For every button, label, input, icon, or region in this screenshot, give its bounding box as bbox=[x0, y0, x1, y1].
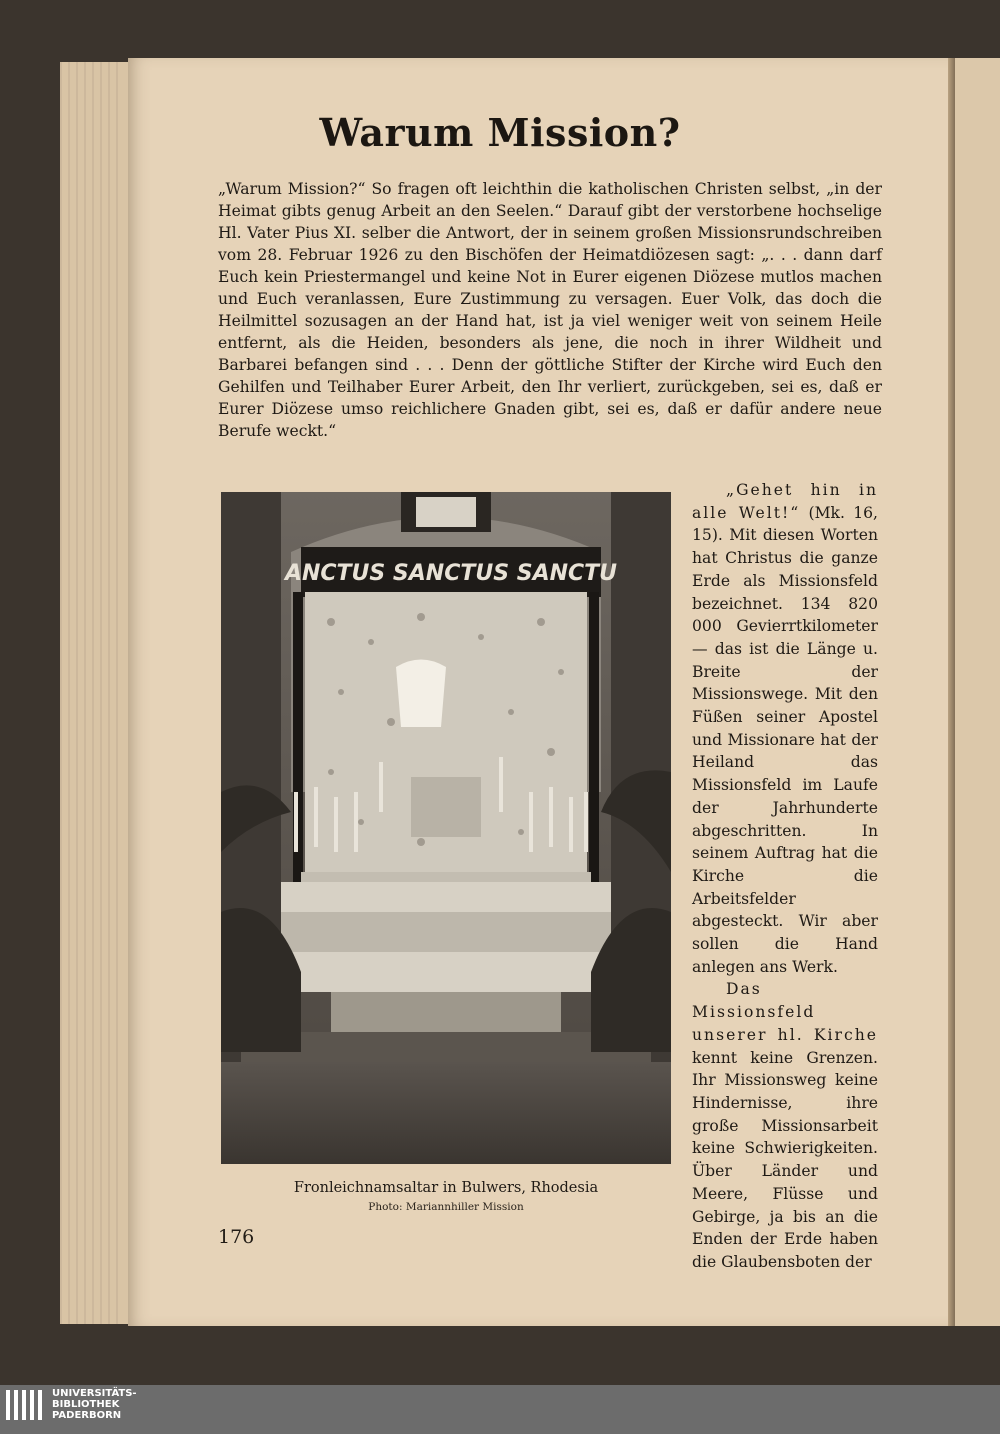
photo-banner-text: ANCTUS SANCTUS SANCTU bbox=[284, 561, 618, 586]
side-paragraph-1 bbox=[692, 479, 878, 978]
logo-line-3: PADERBORN bbox=[52, 1410, 122, 1421]
article-body: „Warum Mission?“ So fragen oft leichthin die katholischen Christen selbst, „in der Heimat gibts genug Arbeit an den Seelen.“ Darauf gibt der verstorbene hochselige Hl. Vater Pius XI. selber die Antwort, der in seinem großen Missionsrundschreiben vom 28. Februar 1926 zu den Bischöfen der Heimatdiözesen sagt: „. . . dann darf Euch kein Priestermangel und keine Not in Eurer eigenen Diözese mutlos machen und Euch veranlassen, Eure Zustimmung zu versagen. Euer Volk, das doch die Heilmittel sozusagen an der Hand hat, ist ja viel weniger weit von seinem Heile entfernt, als die Heiden, besonders als jene, die noch in ihrer Wildheit und Barbarei befangen sind . . . Denn der göttliche Stifter der Kirche wird Euch den Gehilfen und Teilhaber Eurer Arbeit, den Ihr verliert, zurückgeben, sei es, daß er Eurer Diözese umso reichlichere Gnaden gibt, sei es, daß er dafür andere neue Berufe weckt.“ bbox=[218, 180, 882, 440]
page-number: 176 bbox=[218, 1226, 255, 1248]
figure-caption: Fronleichnamsaltar in Bulwers, Rhodesia bbox=[293, 1180, 599, 1196]
side-paragraph-2-text: kennt keine Grenzen. Ihr Missionsweg keine Hindernisse, ihre große Missionsarbeit keine Schwierigkeiten. Über Länder und Meere, Flüsse und Gebirge, ja bis an die Enden der Erde haben die Glaubensboten der bbox=[692, 1048, 878, 1271]
side-paragraph-1-text: (Mk. 16, 15). Mit diesen Worten hat Christus die ganze Erde als Missionsfeld bezeichnet. 134 820 000 Gevierrtkilometer — das ist die Länge u. Breite der Missionswege. Mit den Füßen seiner Apostel und Missionare hat der Heiland das Missionsfeld im Laufe der Jahrhunderte abgeschritten. In seinem Auftrag hat die Kirche die Arbeitsfelder abgesteckt. Wir aber sollen die Hand anlegen ans Werk. bbox=[692, 503, 878, 976]
side-paragraph-2 bbox=[692, 978, 878, 1273]
logo-line-2: BIBLIOTHEK bbox=[52, 1399, 120, 1410]
side-paragraph-2-lead: Das Missionsfeld unserer hl. Kirche bbox=[692, 980, 878, 1044]
next-page-edge bbox=[955, 58, 1000, 1326]
altar-photo-illustration bbox=[221, 492, 671, 1164]
library-footer bbox=[0, 1385, 1000, 1434]
altar-photo bbox=[221, 492, 671, 1164]
library-logo-text bbox=[52, 1388, 137, 1421]
altar-photo-figure bbox=[221, 492, 671, 1164]
photo-credit: Photo: Mariannhiller Mission bbox=[368, 1201, 524, 1213]
logo-line-1: UNIVERSITÄTS- bbox=[52, 1388, 137, 1399]
side-quote: „Gehet hin in alle Welt!“ bbox=[692, 481, 878, 522]
page-title: Warum Mission? bbox=[319, 110, 681, 155]
library-logo-icon bbox=[6, 1390, 46, 1420]
side-column bbox=[692, 479, 878, 1274]
